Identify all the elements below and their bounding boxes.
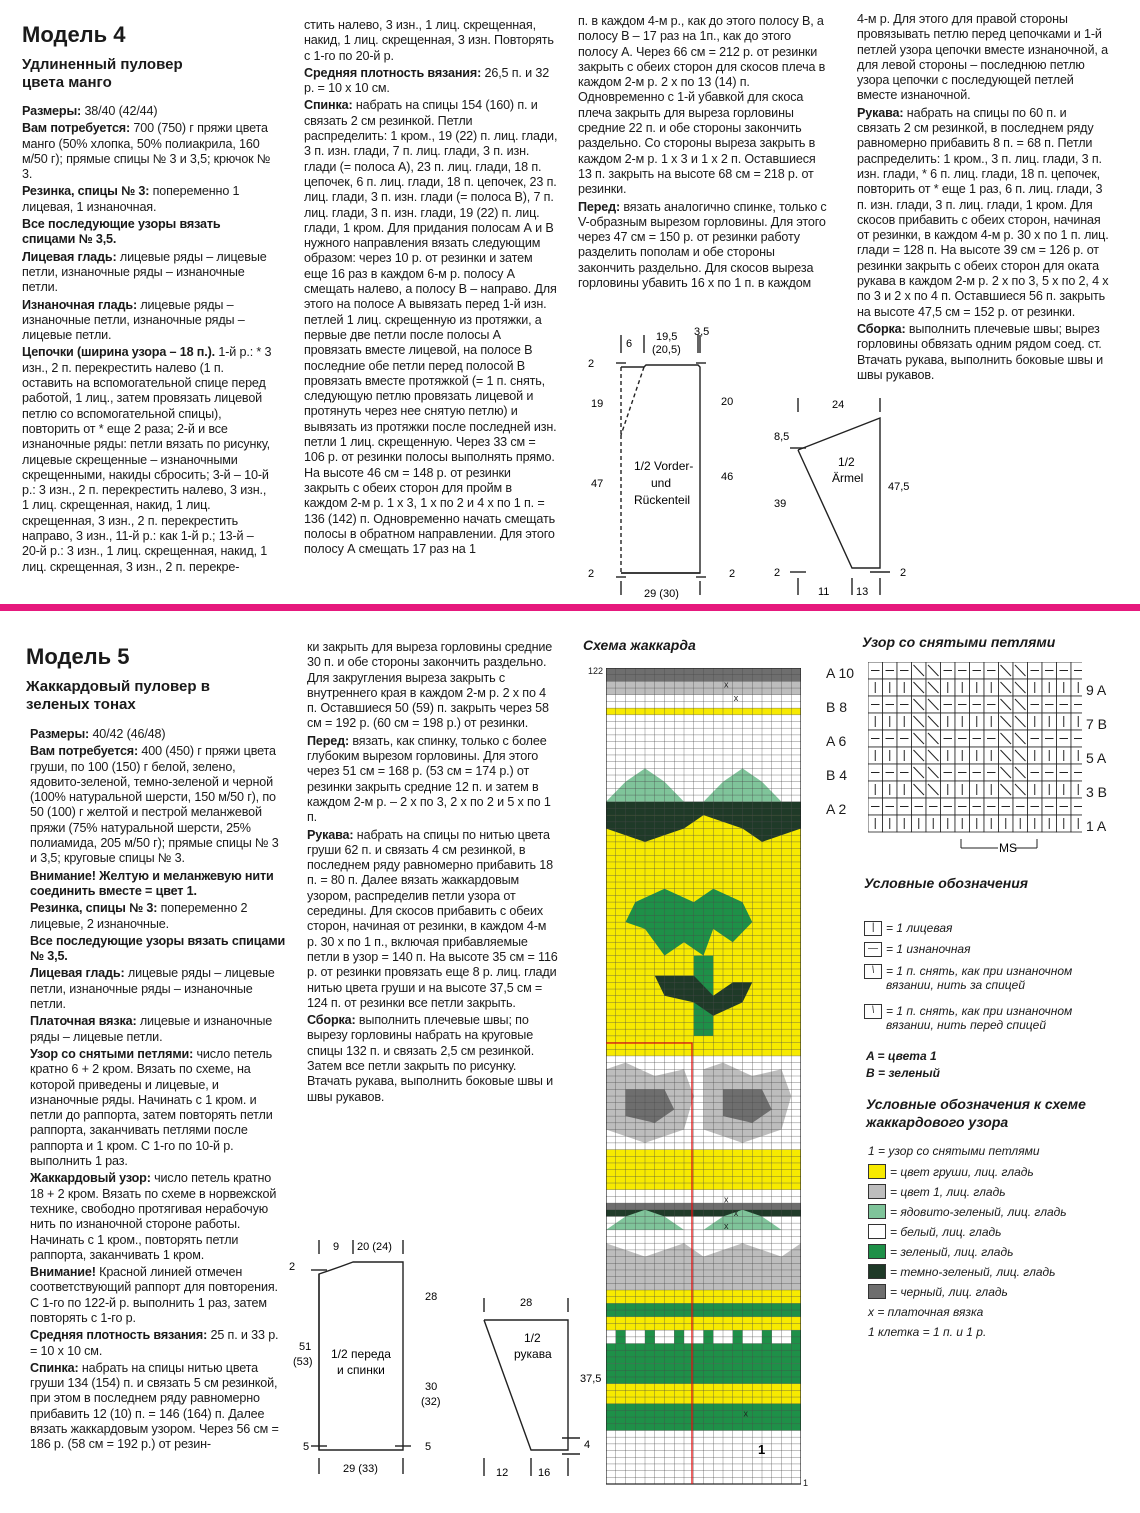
paragraph-text: 25 п. и 33 р. = 10 х 10 см. xyxy=(30,1328,279,1358)
jacquard-chart xyxy=(606,668,801,1488)
paragraph-heading: Внимание! xyxy=(30,1265,96,1280)
slip-left-label: A 10 xyxy=(826,665,855,681)
legend-symbol-text: = 1 лицевая xyxy=(886,921,953,935)
m4-sleeve-left2: 39 xyxy=(774,498,787,510)
legend-color-label: = зеленый, лиц. гладь xyxy=(890,1244,1014,1259)
legend-color-label: = белый, лиц. гладь xyxy=(890,1224,1002,1239)
paragraph-heading: Рукава: xyxy=(857,105,904,120)
paragraph-text: выполнить плечевые швы; вырез горловины обвязать одним рядом соед. ст. Втачать рукава, выполнить боковые швы и швы рукавов. xyxy=(857,321,1104,382)
paragraph-text: ки закрыть для выреза горловины средние 30 п. и обе стороны закончить раздельно. Для закругления выреза закрыть с внутреннего края в каждом 2-м р. 2 х по 4 п. Оставшиеся 50 (59) п. закрыть через 58 см = 192 р. (60 см = 198 р.) от резинки. xyxy=(307,640,553,731)
paragraph xyxy=(22,217,274,248)
paragraph-heading: Средняя плотность вязания: xyxy=(304,65,482,80)
m5-body-label1: 1/2 переда xyxy=(331,1347,391,1361)
legend-color-row xyxy=(868,1184,1006,1199)
paragraph xyxy=(857,106,1112,320)
legend-color-row xyxy=(868,1284,1008,1299)
paragraph-heading: Вам потребуется: xyxy=(22,121,131,136)
paragraph xyxy=(307,1013,559,1105)
section-divider xyxy=(0,604,1140,611)
paragraph xyxy=(30,901,286,932)
slip-right-label: 5 A xyxy=(1086,750,1107,766)
legend-color-swatch xyxy=(868,1284,886,1299)
slip-chart-cell xyxy=(1071,713,1082,730)
paragraph-text: вязать аналогично спинке, только с V-образным вырезом горловины. Для этого через 47 см = 150 р. от резинки работу разделить пополам и обе стороны закончить раздельно. Для скосов выреза горловины убавить 16 х по 1 п. в каждом xyxy=(578,199,827,291)
m5-sleeve-bot1: 12 xyxy=(496,1467,509,1479)
m4-dim-left4: 2 xyxy=(588,568,595,580)
paragraph-text: набрать на спицы 154 (160) п. и связать 2 см резинкой. Петли распределить: 1 кром., 19 (22) п. лиц. глади, 3 п. изн. глади, 7 п. лиц. глади, 3 п. изн. глади (= полоса А), 23 п. лиц. глади, 18 п. цепочек, 6 п. лиц. глади, 18 п. цепочек, 23 п. лиц. глади, 3 п. изн. глади (= полоса В), 7 п. лиц. глади, 3 п. изн. глади, 19 (22) п. лиц. глади, 1 кром. Для придания полосам А и В нужного направления вязать следующим образом: через 10 р. от резинки и затем еще 16 раз в каждом 6-м р. полосу А смещать налево, а полосу В – направо. Для этого на полосе А вывязать перед 1-й изн. петлей 1 лиц. скрещенную из протяжки, а первые две петли после полосы А провязать вместе лицевой, на полосе В последние обе петли перед полосой В провязать вместе протяжкой (= 1 п. снять, следующую петлю провязать лицевой и протянуть через нее снятую петлю) и вывязать из протяжки после последней изн. петли 1 лиц. скрещенную. Через 33 см = 106 р. от резинки полосы выполнять прямо. На высоте 46 см = 148 р. от резинки закрыть с обеих сторон для пройм в каждом 2-м р. 1 х 3, 1 х по 2 и 4 х по 1 п. = 136 (142) п. Одновременно начать смещать полосы в обратном направлении. Для этого полосу А смещать 17 раз на 1 xyxy=(304,98,558,557)
paragraph xyxy=(857,12,1112,104)
legend-color-label: = черный, лиц. гладь xyxy=(890,1284,1008,1299)
legend-a-text: A = цвета 1 xyxy=(866,1049,937,1063)
m5-dim-l2: 5 xyxy=(303,1441,310,1453)
legend2-x xyxy=(868,1305,983,1319)
m5-sleeve-r1: 37,5 xyxy=(580,1373,602,1385)
model4-title: Модель 4 xyxy=(22,22,126,47)
legend-symbol-box: \ xyxy=(864,964,882,979)
paragraph-text: п. в каждом 4-м р., как до этого полосу В, а полосу В – 17 раз на 1п., как до этого полосу А. Через 66 см = 212 р. от резинки закрыть с обеих сторон для скосов плеча в каждом 2-м р. 2 х по 13 (14) п. Одновременно с 1-й убавкой для скоса плеча закрыть для выреза горловины средние 22 п. и обе стороны закончить раздельно. Со стороны выреза закрыть в каждом 2-м р. 1 х 3 и 1 х 2 п. Оставшиеся 13 п. закрыть на высоте 68 см = 218 р. от резинки. xyxy=(578,14,826,197)
paragraph-heading: Внимание! Желтую и меланжевую нити соединить вместе = цвет 1. xyxy=(30,868,274,898)
m5-sleeve-label2: рукава xyxy=(514,1347,552,1361)
paragraph xyxy=(22,121,274,182)
model4-column-4 xyxy=(857,12,1112,385)
paragraph-text: Красной линией отмечен соответствующий раппорт для повторения. С 1-го по 122-й р. выполнить 1 раз, затем повторять с 1-го р. xyxy=(30,1265,278,1325)
m5-sleeve-bot2: 16 xyxy=(538,1467,551,1479)
legend-symbol-box: \ xyxy=(864,1004,882,1019)
paragraph-heading: Рукава: xyxy=(307,827,354,842)
slip-right-label: 1 A xyxy=(1086,818,1107,834)
m4-sleeve-bot2: 13 xyxy=(856,586,869,598)
legend-color-swatch xyxy=(868,1204,886,1219)
paragraph-text: 38/40 (42/44) xyxy=(81,104,158,118)
paragraph xyxy=(30,727,286,742)
legend2-cell xyxy=(868,1325,986,1339)
legend-color-label: = цвет груши, лиц. гладь xyxy=(890,1164,1034,1179)
model5-column-1 xyxy=(30,727,286,1455)
paragraph xyxy=(30,1328,286,1359)
slip-chart-cell xyxy=(1071,679,1082,696)
m5-dim-bot: 29 (33) xyxy=(343,1463,378,1475)
m4-dim-right3: 2 xyxy=(729,568,736,580)
legend-symbol-box: — xyxy=(864,942,882,957)
paragraph-text: стить налево, 3 изн., 1 лиц. скрещенная, накид, 1 лиц. скрещенная, 3 изн. Повторять с 1-го по 20-й р. xyxy=(304,18,554,63)
paragraph xyxy=(304,98,558,557)
m4-dim-top2b: (20,5) xyxy=(652,344,681,356)
m4-sleeve-label1: 1/2 xyxy=(838,455,855,469)
model5-subtitle: Жаккардовый пуловер в зеленых тонах xyxy=(26,678,210,713)
chart-garter-mark: x xyxy=(743,1408,748,1419)
m4-body-label-1: 1/2 Vorder- xyxy=(634,459,694,473)
m4-dim-top3: 3,5 xyxy=(694,326,710,338)
paragraph-text: лицевые ряды – лицевые петли, изнаночные ряды – изнаночные петли. xyxy=(30,966,275,1012)
paragraph xyxy=(22,104,274,119)
legend2-title-2: жаккардового узора xyxy=(866,1114,1009,1130)
legend-color-row xyxy=(868,1204,1067,1219)
legend-symbol-text: = 1 п. снять, как при изнаночном вязании, нить перед спицей xyxy=(886,1004,1073,1032)
m4-dim-right1: 20 xyxy=(721,396,734,408)
slip-right-label: 7 B xyxy=(1086,716,1108,732)
chart-garter-mark: x xyxy=(724,679,729,690)
paragraph-heading: Средняя плотность вязания: xyxy=(30,1328,208,1343)
legend-color-row xyxy=(868,1224,1001,1239)
paragraph-heading: Спинка: xyxy=(30,1360,79,1375)
paragraph xyxy=(578,14,832,198)
chart-garter-mark: x xyxy=(724,1221,729,1232)
slip-left-label: B 4 xyxy=(826,767,848,783)
paragraph-heading: Сборка: xyxy=(857,321,906,336)
legend-color-swatch xyxy=(868,1184,886,1199)
paragraph-heading: Резинка, спицы № 3: xyxy=(30,901,158,916)
paragraph xyxy=(304,66,558,97)
paragraph-heading: Размеры: xyxy=(22,104,82,118)
paragraph xyxy=(304,18,558,64)
slip-stitch-chart xyxy=(868,662,1082,862)
m5-sleeve-top: 28 xyxy=(520,1297,533,1309)
legend-symbol-row xyxy=(864,1004,1114,1032)
slip-left-label: A 2 xyxy=(826,801,847,817)
legend-color-swatch xyxy=(868,1264,886,1279)
model4-column-2 xyxy=(304,18,558,559)
m5-body-label2: и спинки xyxy=(337,1363,385,1377)
m4-body-label-3: Rückenteil xyxy=(634,493,691,507)
paragraph-text: выполнить плечевые швы; по вырезу горловины набрать на круговые спицы 132 п. и связать 2,5 см резинкой. Затем все петли закрыть по рисунку. Втачать рукава, выполнить боковые швы и швы рукавов. xyxy=(307,1013,554,1104)
m4-dim-top1: 6 xyxy=(626,338,633,350)
m4-dim-bottom: 29 (30) xyxy=(644,588,679,600)
jacquard-row-bottom: 1 xyxy=(803,1478,809,1488)
slip-left-label: A 6 xyxy=(826,733,847,749)
paragraph-text: набрать на спицы по нитью цвета груши 62 п. и связать 4 см резинкой, в последнем ряду равномерно прибавить 18 п. = 80 п. Далее вязать жаккардовым узором, распределив петли узора от середины. Для скосов прибавить с обеих сторон, начиная от резинки, в каждом 4-м р. 30 х по 1 п., включая прибавляемые петли в узор = 140 п. На высоте 35 см = 116 р. от резинки провязать еще 8 р. лиц. глади нитью цвета груши и на высоте 37,5 см = 124 п. от резинки все петли закрыть. xyxy=(307,827,558,1010)
paragraph-text: вязать, как спинку, только с более глубоким вырезом горловины. Для этого через 51 см = 168 р. (53 см = 174 р.) от резинки закрыть средние 12 п. и затем в каждом 2-м р. – 2 х по 3, 2 х по 2 и 5 х по 1 п. xyxy=(307,733,551,825)
chart-garter-mark: x xyxy=(724,1194,729,1205)
paragraph-heading: Лицевая гладь: xyxy=(22,249,117,264)
m4-sleeve-top: 24 xyxy=(832,399,845,411)
paragraph xyxy=(307,828,559,1012)
legend-symbol-text: = 1 п. снять, как при изнаночном вязании, нить за спицей xyxy=(886,964,1073,992)
paragraph xyxy=(30,869,286,900)
m4-sleeve-right2: 2 xyxy=(900,567,907,579)
m5-dim-l1: 2 xyxy=(289,1261,296,1273)
paragraph-text: попеременно 1 лицевая, 1 изнаночная. xyxy=(22,184,240,214)
paragraph-heading: Вам потребуется: xyxy=(30,744,139,759)
paragraph-heading: Жаккардовый узор: xyxy=(30,1171,151,1186)
paragraph-heading: Все последующие узоры вязать спицами № 3,5. xyxy=(22,217,221,247)
slip-left-label: B 8 xyxy=(826,699,848,715)
m4-sleeve-left3: 2 xyxy=(774,567,781,579)
m5-dim-l3b: (53) xyxy=(293,1356,313,1368)
paragraph-text: 26,5 п. и 32 р. = 10 х 10 см. xyxy=(304,65,550,96)
slip-chart-title: Узор со снятыми петлями xyxy=(862,634,1056,650)
chart-garter-mark: x xyxy=(733,1207,739,1218)
paragraph-text: набрать на спицы нитью цвета груши 134 (154) п. и связать 5 см резинкой, при этом в последнем ряду равномерно прибавить 12 (10) п. = 146 (164) п. Далее вязать жаккардовым узором. Через 56 см = 186 р. (58 см = 192 р.) от резин- xyxy=(30,1360,279,1452)
paragraph-text: 40/42 (46/48) xyxy=(89,727,166,741)
legend-symbol-row xyxy=(864,964,1114,992)
paragraph-heading: Платочная вязка: xyxy=(30,1014,137,1029)
legend2-first-text: 1 = узор со снятыми петлями xyxy=(868,1144,1040,1158)
paragraph xyxy=(30,966,286,1012)
paragraph xyxy=(578,200,832,292)
paragraph-text: попеременно 2 лицевые, 2 изнаночные. xyxy=(30,901,248,931)
legend-b-color xyxy=(866,1066,940,1080)
model5-column-2 xyxy=(307,640,559,1107)
model5-body-schematic xyxy=(285,1232,465,1482)
paragraph-text: число петель кратно 6 + 2 кром. Вязать по схеме, на которой приведены и лицевые, и изнаночные ряды. Начинать с 1 кром. и петли до раппорта, затем повторять петли раппорта, заканчивать петлями после раппорта и 1 кром. С 1-го по 10-й р. выполнить 1 раз. xyxy=(30,1046,273,1169)
model4-column-3 xyxy=(578,14,832,293)
m5-dim-r3: 5 xyxy=(425,1441,432,1453)
legend-color-swatch xyxy=(868,1164,886,1179)
legend2-x-text: x = платочная вязка xyxy=(868,1305,984,1319)
paragraph-text: лицевые и изнаночные ряды – лицевые петли. xyxy=(30,1014,273,1044)
paragraph xyxy=(22,345,274,574)
legend-title: Условные обозначения xyxy=(864,875,1029,891)
paragraph-text: 4-м р. Для этого для правой стороны провязывать петлю перед цепочками и 1-й петлей узора цепочки вместе изнаночной, а для левой стороны – последнюю петлю узора цепочки с последующей петлей вместе изнаночной. xyxy=(857,12,1108,103)
legend-color-label: = темно-зеленый, лиц. гладь xyxy=(890,1264,1056,1279)
m4-dim-left1: 2 xyxy=(588,358,595,370)
legend-a-color xyxy=(866,1049,937,1063)
paragraph-heading: Перед: xyxy=(578,199,621,214)
legend-symbol-text: = 1 изнаночная xyxy=(886,942,971,956)
legend-symbol-row xyxy=(864,921,1114,936)
paragraph xyxy=(30,1361,286,1453)
legend-color-row xyxy=(868,1264,1055,1279)
paragraph-heading: Спинка: xyxy=(304,98,353,113)
jacquard-row-top: 122 xyxy=(588,666,604,676)
slip-chart-cell xyxy=(1071,781,1082,798)
legend-color-row xyxy=(868,1164,1034,1179)
paragraph xyxy=(30,1014,286,1045)
paragraph-text: лицевые ряды – лицевые петли, изнаночные ряды – изнаночные петли. xyxy=(22,249,267,295)
legend-color-swatch xyxy=(868,1244,886,1259)
jacquard-chart-title: Схема жаккарда xyxy=(583,637,696,653)
legend-color-label: = цвет 1, лиц. гладь xyxy=(890,1184,1006,1199)
m5-dim-r2: 30 xyxy=(425,1381,438,1393)
slip-chart-cell xyxy=(1071,747,1082,764)
m4-sleeve-bot1: 11 xyxy=(818,586,830,598)
slip-ms-label: MS xyxy=(999,841,1017,855)
jacquard-repeat-mark: 1 xyxy=(758,1442,766,1457)
paragraph xyxy=(22,250,274,296)
paragraph-heading: Лицевая гладь: xyxy=(30,966,125,981)
paragraph xyxy=(30,1265,286,1326)
paragraph xyxy=(22,184,274,215)
m5-sleeve-r2: 4 xyxy=(584,1439,591,1451)
m4-dim-left3: 47 xyxy=(591,478,604,490)
m5-sleeve-label1: 1/2 xyxy=(524,1331,541,1345)
paragraph-text: 700 (750) г пряжи цвета манго (50% хлопка, 50% полиакрила, 160 м/50 г); прямые спицы № 3 и 3,5; крючок № 3. xyxy=(22,121,271,182)
model4-column-1 xyxy=(22,104,274,577)
m4-sleeve-label2: Ärmel xyxy=(832,471,864,485)
chart-garter-mark: x xyxy=(733,692,739,703)
paragraph-text: 1-й р.: * 3 изн., 2 п. перекрестить налево (1 п. оставить на вспомогательной спице перед работой, 1 лиц., затем провязать лицевой петлю со вспомогательной спицы), повторить от * еще 2 раза; 2-й и все изнаночные ряды: петли вязать по рисунку, лицевые скрещенные – изнаночными скрещенными, накиды сбросить; 3-й – 10-й р.: 3 изн., 2 п. перекрестить налево, 3 изн., 1 лиц. скрещенная, накид, 1 лиц. скрещенная, 3 изн., 2 п. перекрестить направо, 3 изн., 11-й р.: как 1-й р.; 13-й – 20-й р.: 3 изн., 1 лиц. скрещенная, накид, 1 лиц. скрещенная, 3 изн., 2 п. перекре- xyxy=(22,345,272,574)
paragraph-text: число петель кратно 18 + 2 кром. Вязать по схеме в норвежской технике, свободно протягивая нерабочую нить по изнаночной стороне работы. Начинать с 1 кром., повторять петли раппорта, заканчивать 1 кром. xyxy=(30,1171,277,1262)
paragraph-text: набрать на спицы по 60 п. и связать 2 см резинкой, в последнем ряду равномерно прибавить 8 п. = 68 п. Петли распределить: 1 кром., 3 п. лиц. глади, 3 п. изн. глади, * 6 п. лиц. глади, 18 п. цепочек, повторить от * еще 1 раз, 6 п. лиц. глади, 3 п. изн. глади, 3 п. лиц. глади, 1 кром. Для скосов прибавить с обеих сторон, начиная от резинки, в каждом 4-м р. 30 х по 1 п. лиц. глади = 128 п. На высоте 39 см = 126 р. от резинки закрыть с обеих сторон для оката рукава в каждом 2-м р. 2 х по 3, 5 х по 2, 4 х по 3 и 2 х по 4 п. Оставшиеся 56 п. закрыть на высоте 47,5 см = 152 р. от резинки. xyxy=(857,105,1109,319)
paragraph-heading: Цепочки (ширина узора – 18 п.). xyxy=(22,345,216,360)
paragraph-text: лицевые ряды – изнаночные петли, изнаночные ряды – лицевые петли. xyxy=(22,297,245,343)
slip-right-label: 3 B xyxy=(1086,784,1108,800)
m4-dim-left2: 19 xyxy=(591,398,604,410)
legend-symbol-box: | xyxy=(864,921,882,936)
model5-sleeve-schematic xyxy=(476,1290,616,1485)
paragraph xyxy=(22,298,274,344)
m4-dim-right2: 46 xyxy=(721,471,734,483)
paragraph-heading: Резинка, спицы № 3: xyxy=(22,184,150,199)
paragraph-heading: Размеры: xyxy=(30,727,90,741)
legend-symbol-row xyxy=(864,942,1114,957)
legend2-first xyxy=(868,1144,1040,1158)
model4-body-schematic xyxy=(586,325,756,605)
paragraph-heading: Изнаночная гладь: xyxy=(22,297,137,312)
paragraph xyxy=(307,734,559,826)
paragraph xyxy=(30,744,286,866)
legend-color-label: = ядовито-зеленый, лиц. гладь xyxy=(890,1204,1067,1219)
paragraph-text: 400 (450) г пряжи цвета груши, по 100 (150) г белой, зелено, ядовито-зеленой, темно-зеленой и черной (100% натуральной шерсти, 150 м/50 г), по 50 (100) г желтой и пестрой меланжевой пряжи (75% натуральной шерсти, 25% полиамида, 205 м/50 г); прямые спицы № 3 и 3,5; круговые спицы № 3. xyxy=(30,744,279,866)
paragraph-heading: Перед: xyxy=(307,733,350,748)
model4-sleeve-schematic xyxy=(770,390,920,605)
paragraph xyxy=(30,1171,286,1263)
paragraph xyxy=(30,934,286,965)
model4-subtitle: Удлиненный пуловер цвета манго xyxy=(22,56,183,91)
m4-body-label-2: und xyxy=(651,476,672,490)
legend-color-row xyxy=(868,1244,1013,1259)
m5-dim-r1: 28 xyxy=(425,1291,438,1303)
paragraph xyxy=(307,640,559,732)
paragraph xyxy=(30,1047,286,1169)
legend2-title-1: Условные обозначения к схеме xyxy=(866,1096,1086,1112)
paragraph-heading: Все последующие узоры вязать спицами № 3,5. xyxy=(30,933,286,964)
m5-dim-top2: 20 (24) xyxy=(357,1241,392,1253)
model5-title: Модель 5 xyxy=(26,644,130,669)
m5-dim-l3: 51 xyxy=(299,1341,312,1353)
paragraph-heading: Узор со снятыми петлями: xyxy=(30,1046,194,1061)
legend-b-text: B = зеленый xyxy=(866,1066,940,1080)
paragraph xyxy=(857,322,1112,383)
m4-sleeve-left1: 8,5 xyxy=(774,431,790,443)
m4-dim-top2: 19,5 xyxy=(656,331,678,343)
paragraph-heading: Сборка: xyxy=(307,1013,356,1028)
legend2-cell-text: 1 клетка = 1 п. и 1 р. xyxy=(868,1325,987,1339)
slip-chart-cell xyxy=(1071,815,1082,832)
legend-color-swatch xyxy=(868,1224,886,1239)
m5-dim-top1: 9 xyxy=(333,1241,340,1253)
m5-dim-r2b: (32) xyxy=(421,1396,441,1408)
m4-sleeve-right1: 47,5 xyxy=(888,481,910,493)
slip-right-label: 9 A xyxy=(1086,682,1107,698)
